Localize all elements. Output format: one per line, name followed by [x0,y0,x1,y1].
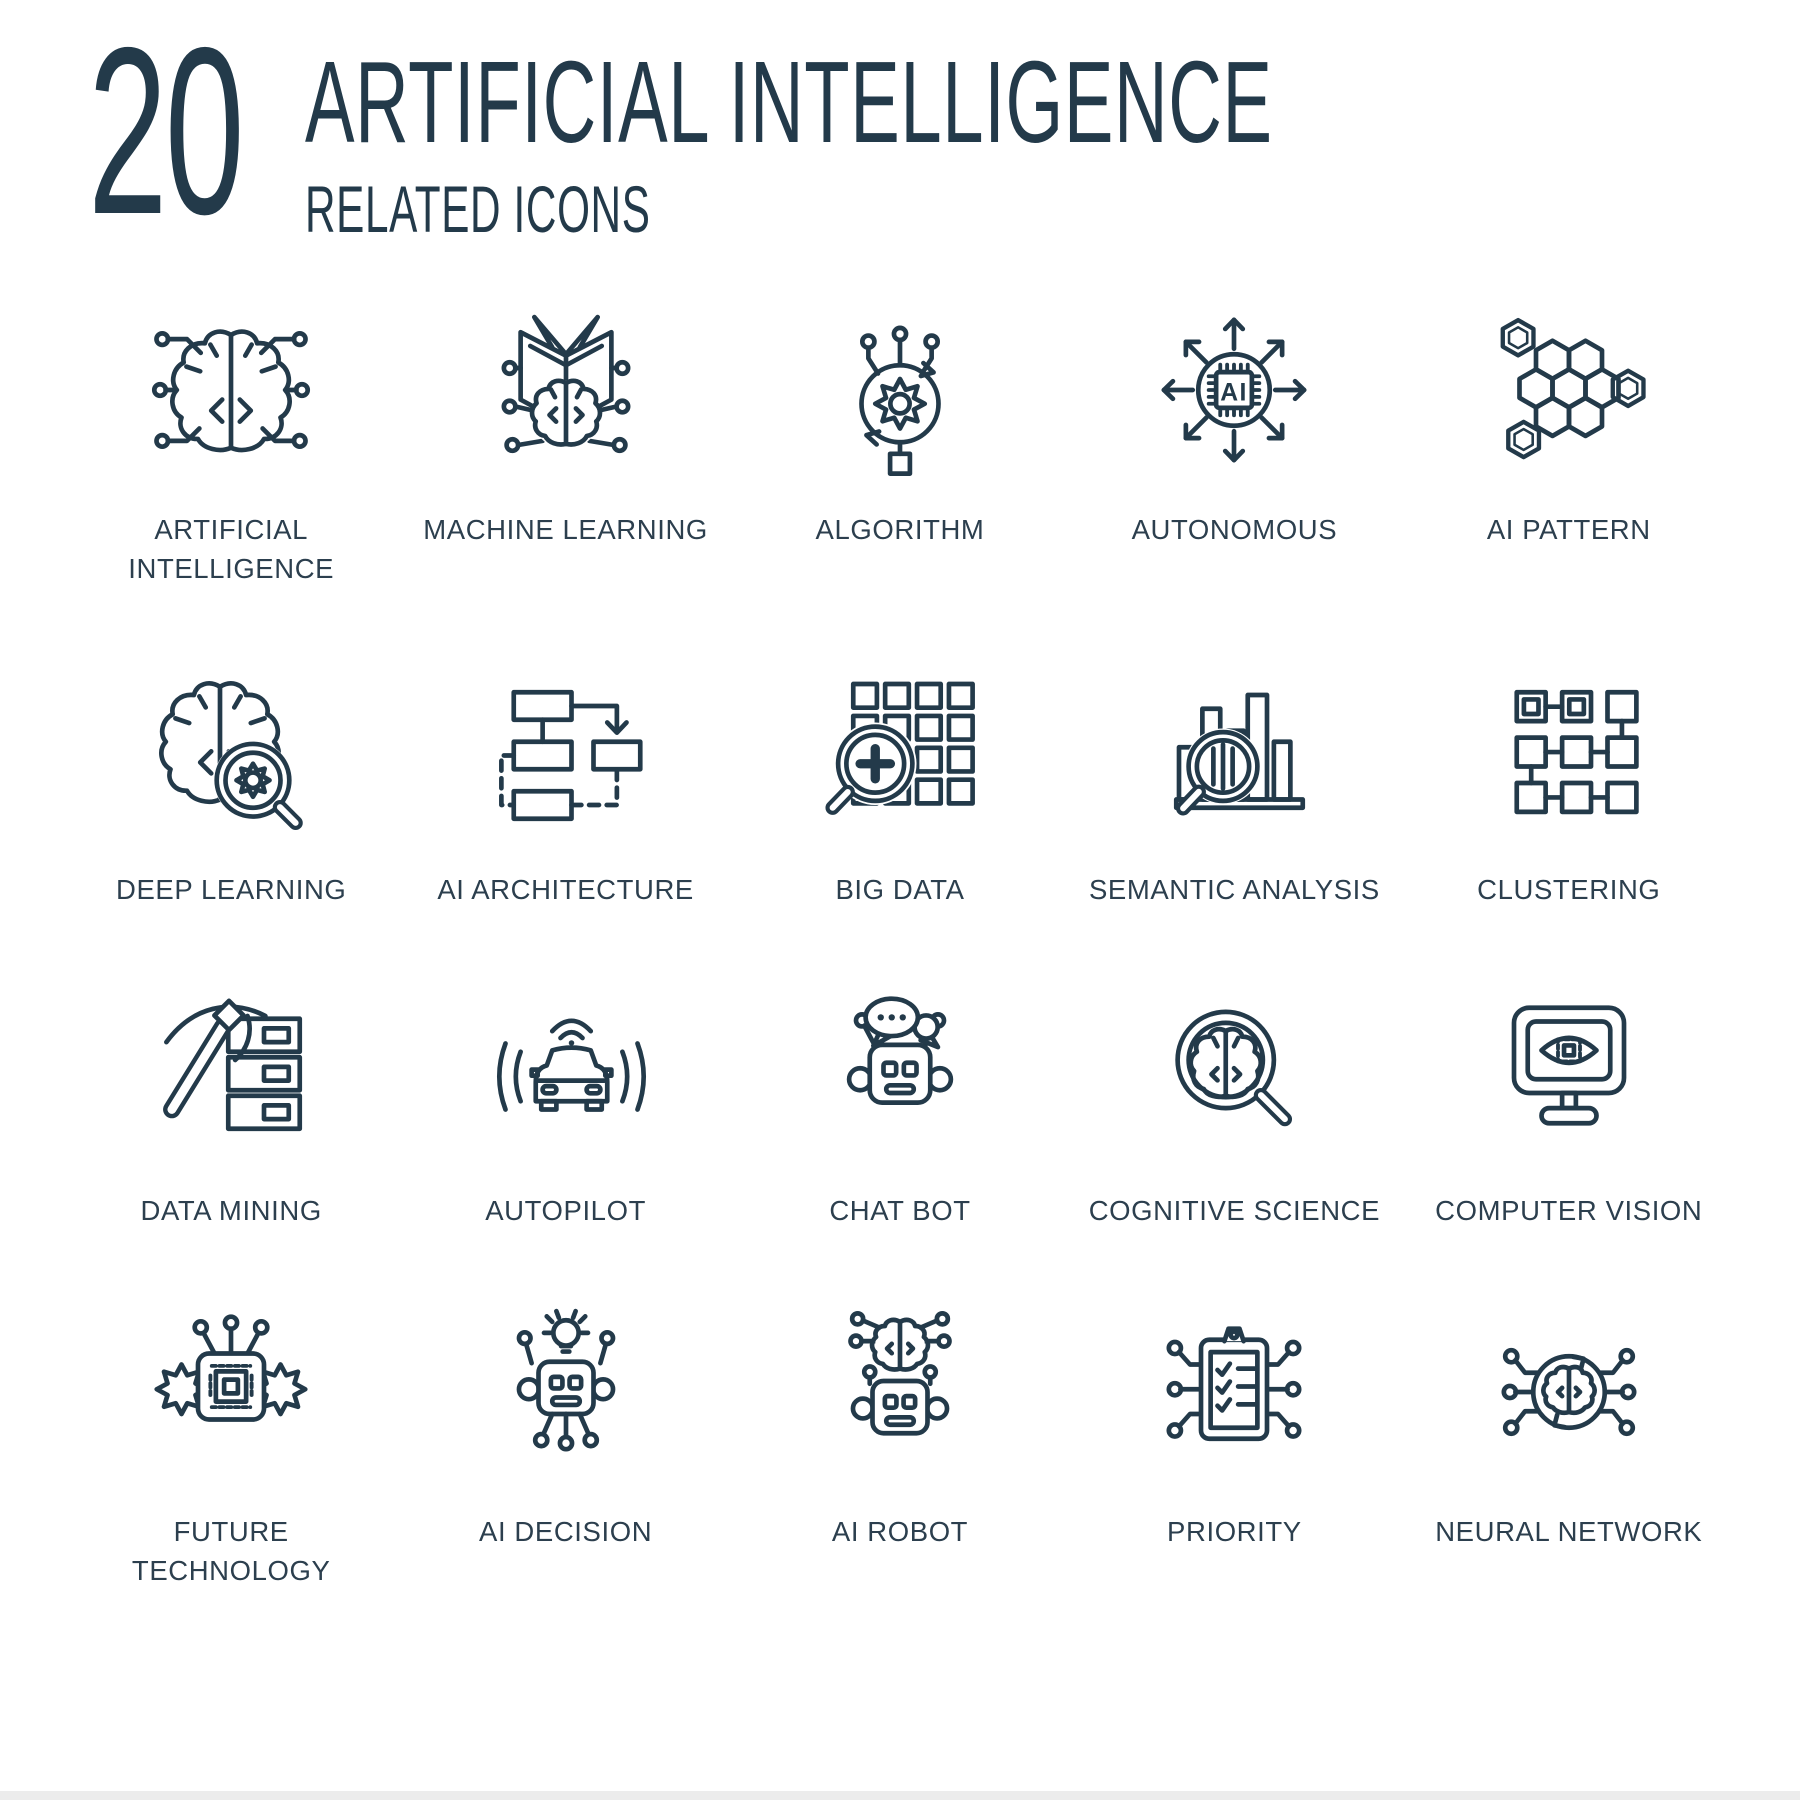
gear-cycle-icon [812,292,988,488]
icon-card-artificial-intelligence [64,292,398,588]
pickaxe-servers-icon [143,973,319,1169]
icon-count: 20 [88,0,243,264]
icon-label: SEMANTIC ANALYSIS [1088,874,1380,906]
bottom-edge-strip [0,1791,1800,1800]
header [0,0,1800,264]
flowchart-icon [478,652,654,848]
icon-label: AI DECISION [479,1516,653,1548]
icon-label: DEEP LEARNING [115,874,347,906]
ai-chip-arrows-icon [1146,292,1322,488]
brain-magnifier-gear-icon [143,652,319,848]
icon-label: COMPUTER VISION [1435,1195,1703,1227]
magnifier-brain-icon [1146,973,1322,1169]
icon-card-algorithm [733,292,1067,588]
icon-label: NEURAL NETWORK [1435,1516,1703,1548]
grid-magnifier-plus-icon [812,652,988,848]
brain-circuit-icon [143,292,319,488]
icon-label: COGNITIVE SCIENCE [1088,1195,1381,1227]
clipboard-checklist-circuit-icon [1146,1294,1322,1490]
honeycomb-icon [1481,292,1657,488]
icon-label: CLUSTERING [1477,874,1661,906]
icon-label: MACHINE LEARNING [423,514,708,545]
icon-label: ARTIFICIAL INTELLIGENCE [128,514,335,585]
robot-brain-icon [812,1294,988,1490]
barchart-magnifier-icon [1146,652,1322,848]
brain-cycle-circuit-icon [1481,1294,1657,1490]
icon-card-ai-pattern [1402,292,1736,588]
icon-label: PRIORITY [1167,1516,1302,1548]
car-signal-icon [478,973,654,1169]
icon-card-big-data [733,652,1067,909]
icon-label: AI ROBOT [831,1516,969,1548]
icon-card-priority [1067,1294,1401,1590]
icon-card-chat-bot [733,973,1067,1230]
page-subtitle: RELATED ICONS [304,172,651,246]
icon-card-autonomous [1067,292,1401,588]
icon-card-clustering [1402,652,1736,909]
icon-card-machine-learning [398,292,732,588]
icon-card-ai-architecture [398,652,732,909]
icon-label: CHAT BOT [829,1195,971,1227]
icon-card-cognitive-science [1067,973,1401,1230]
chip-gears-icon [143,1294,319,1490]
ai-chip-text: AI [1220,379,1249,407]
icon-card-semantic-analysis [1067,652,1401,909]
icon-label: AUTOPILOT [485,1195,646,1227]
robot-bulb-icon [478,1294,654,1490]
icon-label: AI ARCHITECTURE [437,874,694,906]
icon-card-deep-learning [64,652,398,909]
icon-label: AI PATTERN [1486,514,1651,545]
linked-squares-icon [1481,652,1657,848]
page-title: ARTIFICIAL INTELLIGENCE [304,37,1273,167]
icon-card-ai-decision [398,1294,732,1590]
icon-label: BIG DATA [835,874,965,906]
icon-label: AUTONOMOUS [1131,514,1338,545]
icon-label: FUTURE TECHNOLOGY [131,1516,331,1587]
robot-speech-icon [812,973,988,1169]
icon-card-future-technology [64,1294,398,1590]
icon-card-ai-robot [733,1294,1067,1590]
header-titles [304,34,1800,246]
monitor-eye-chip-icon [1481,973,1657,1169]
icon-card-data-mining [64,973,398,1230]
icon-label: DATA MINING [140,1195,322,1227]
icon-grid [0,256,1800,1590]
book-brain-icon [478,292,654,488]
icon-card-computer-vision [1402,973,1736,1230]
icon-label: ALGORITHM [815,514,985,545]
icon-card-neural-network [1402,1294,1736,1590]
icon-card-autopilot [398,973,732,1230]
